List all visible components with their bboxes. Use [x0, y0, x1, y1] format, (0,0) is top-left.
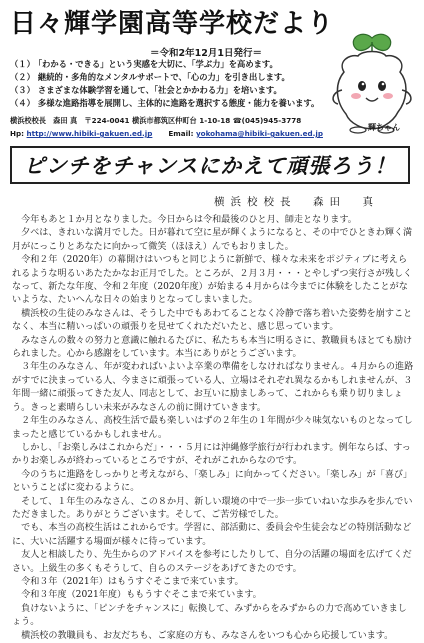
mascot-icon: [328, 32, 416, 136]
mascot-name: 輝ちゃん: [368, 123, 400, 132]
paragraph: しかし、「お楽しみはこれからだ」・・・５月には沖縄修学旅行が行われます。例年ならば、すっかりお楽しみが終わっているところですが、それがこれからなのです。: [12, 442, 411, 467]
paragraph: 令和３年度（2021年度）ももうすぐそこまで来ています。: [21, 590, 262, 601]
paragraph: ３年生のみなさん、年が変わればいよいよ卒業の準備をしなければなりません。４月からの進路がすでに決まっている人、今まさに頑張っている人、立場はそれぞれ異なるかもしれませんが、３年間一緒に頑張ってきた友人、同志として、お互いに励ましあって、これからも乗り切りましょう。きっと素晴らしい未来がみなさんの前に開けていきます。: [12, 362, 414, 413]
goal-item: （２） 継続的・多角的なメンタルサポートで、「心の力」を引き出します。: [10, 72, 290, 82]
web-label: Hp:: [10, 129, 27, 138]
article-body: [12, 214, 414, 643]
paragraph: 横浜校の教職員も、お友だちも、ご家庭の方も、みなさんをいつも心から応援しています。: [21, 630, 394, 641]
email-link[interactable]: yokohama@hibiki-gakuen.ed.jp: [195, 129, 323, 138]
paragraph: でも、本当の高校生活はこれからです。学習に、部活動に、委員会や生徒会などの特別活動などに、大いに活躍する場面が様々に待っています。: [12, 523, 412, 547]
newsletter-title: 日々輝学園高等学校だより: [10, 9, 335, 39]
paragraph: 友人と相談したり、先生からのアドバイスを参考にしたりして、自分の活躍の場面を広げてください。上級生の多くもそうして、自らのステージをあげてきたのです。: [12, 550, 412, 574]
article-byline: 横浜校校長 森田 真: [214, 196, 379, 208]
website-link[interactable]: http://www.hibiki-gakuen.ed.jp: [26, 129, 153, 138]
paragraph: 今年もあと１か月となりました。今日からは令和最後のひと月、師走となります。: [21, 215, 357, 225]
paragraph: みなさんの数々の努力と意識に触れるたびに、私たちも本当に明るさに、教職員もほとても励けられました。心から感謝をしています。本当にありがとうございます。: [12, 335, 413, 360]
article-headline: ピンチをチャンスにかえて頑張ろう！: [23, 154, 397, 178]
headline-box: [10, 146, 410, 184]
paragraph: 令和３年（2021年）はもうすぐそこまで来ています。: [21, 576, 244, 587]
masthead: [10, 8, 414, 148]
paragraph: 今のうちに進路をしっかりと考えながら、「楽しみ」に向かってください。「楽しみ」が「喜び」ということばに変わるように。: [12, 469, 413, 494]
email-label: Email:: [168, 129, 196, 138]
paragraph: 令和２年（2020年）の幕開けはいつもと同じように新鮮で、様々な未来をポジティブに考えられるような明るいあたたかなお正月でした。ところが、２月３月・・・とやしずつ実行さが残しくなって、新たな年度、令和２年度（2020年度）が始まる４月からは今までに体験をしたことがないような、たいへんな日々の始まりとなってしまいました。: [12, 255, 413, 306]
goal-item: （３） さまざまな体験学習を通して、「社会とかかわる力」を培います。: [10, 85, 282, 95]
issue-date: ＝令和2年12月1日発行＝: [150, 48, 262, 59]
paragraph: 夕べは、きれいな満月でした。日が暮れて空に星が輝くようになると、その中でひときわ輝く満月がにっこりとあなたに向かって微笑（ほほえ）んでもおりました。: [12, 228, 413, 252]
school-address: 横浜校校長 森田 真 〒224-0041 横浜市都筑区仲町台 1-10-18 ☎(045)945-3778: [10, 116, 302, 125]
paragraph: 負けないように、「ピンチをチャンスに」転換して、みずからをみずからの力で高めていきましょう。: [12, 603, 407, 628]
paragraph: 横浜校の生徒のみなさんは、そうした中でもあわてることなく冷静で落ち着いた姿勢を崩すことなく、本当に精いっぱいの頑張りを見せてくれただいたと、感じ思っています。: [12, 308, 413, 333]
contact-line: [10, 129, 339, 138]
paragraph: ２年生のみなさん、高校生活で最も楽しいはずの２年生の１年間が少々味気ないものとなってしまったと感じているかもしれません。: [12, 416, 413, 440]
goal-item: （１） 「わかる・できる」という実感を大切に、「学ぶ力」を高めます。: [10, 59, 278, 69]
goal-item: （４） 多様な進路指導を展開し、主体的に進路を選択する態度・能力を養います。: [10, 98, 320, 108]
paragraph: そして、１年生のみなさん、この８か月、新しい環境の中で一歩一歩ていねいな歩みを歩んでいただきました。ありがとうございます。そして、ご苦労様でした。: [12, 496, 413, 520]
